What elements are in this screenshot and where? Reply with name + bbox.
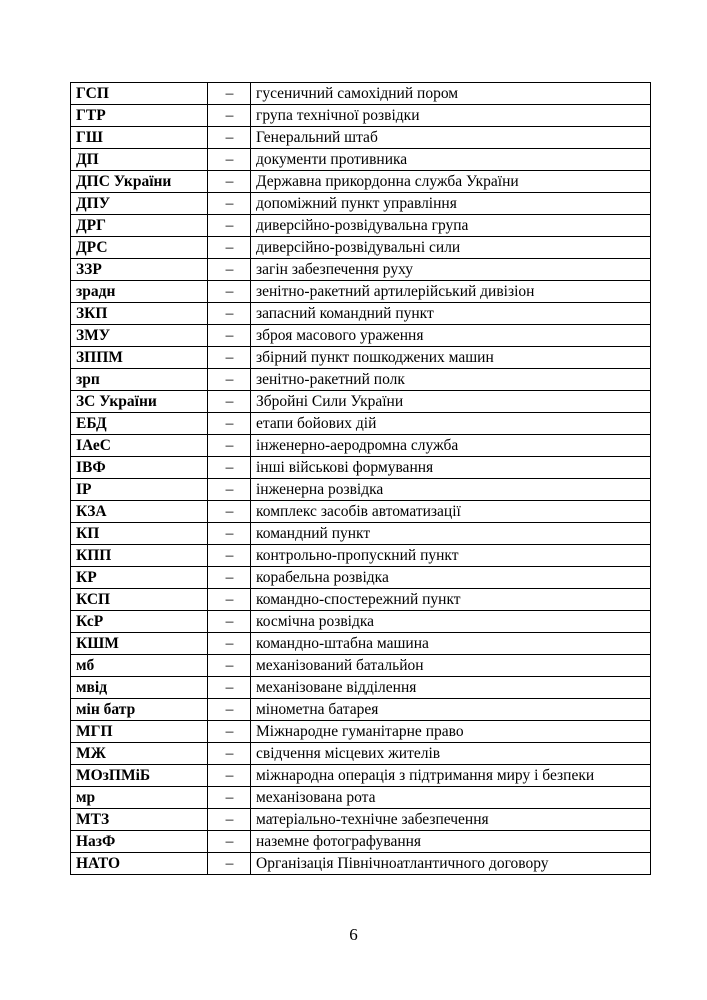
- dash-cell: –: [208, 237, 251, 259]
- definition-cell: свідчення місцевих жителів: [251, 743, 651, 765]
- table-row: [71, 127, 651, 149]
- definition-cell: механізоване відділення: [251, 677, 651, 699]
- table-row: [71, 699, 651, 721]
- abbreviation-cell: ДПС України: [71, 171, 208, 193]
- definition-cell: Збройні Сили України: [251, 391, 651, 413]
- definition-cell: гусеничний самохідний пором: [251, 83, 651, 105]
- definition-cell: контрольно-пропускний пункт: [251, 545, 651, 567]
- dash-cell: –: [208, 677, 251, 699]
- table-row: [71, 105, 651, 127]
- table-row: [71, 853, 651, 875]
- dash-cell: –: [208, 501, 251, 523]
- dash-cell: –: [208, 611, 251, 633]
- abbreviation-cell: ДРГ: [71, 215, 208, 237]
- dash-cell: –: [208, 743, 251, 765]
- abbreviation-cell: мр: [71, 787, 208, 809]
- dash-cell: –: [208, 259, 251, 281]
- definition-cell: міжнародна операція з підтримання миру і безпеки: [251, 765, 651, 787]
- abbreviation-cell: ІР: [71, 479, 208, 501]
- definition-cell: інженерна розвідка: [251, 479, 651, 501]
- abbreviation-cell: ІВФ: [71, 457, 208, 479]
- table-row: [71, 479, 651, 501]
- definition-cell: матеріально-технічне забезпечення: [251, 809, 651, 831]
- definition-cell: командно-штабна машина: [251, 633, 651, 655]
- definition-cell: космічна розвідка: [251, 611, 651, 633]
- abbreviations-table: [70, 82, 651, 875]
- abbreviation-cell: ГШ: [71, 127, 208, 149]
- dash-cell: –: [208, 193, 251, 215]
- abbreviation-cell: зрадн: [71, 281, 208, 303]
- dash-cell: –: [208, 105, 251, 127]
- table-row: [71, 677, 651, 699]
- abbreviation-cell: ДПУ: [71, 193, 208, 215]
- abbreviation-cell: ІАеС: [71, 435, 208, 457]
- table-row: [71, 809, 651, 831]
- definition-cell: зенітно-ракетний артилерійський дивізіон: [251, 281, 651, 303]
- table-row: [71, 435, 651, 457]
- definition-cell: Організація Північноатлантичного договору: [251, 853, 651, 875]
- dash-cell: –: [208, 83, 251, 105]
- abbreviation-cell: ГСП: [71, 83, 208, 105]
- table-row: [71, 215, 651, 237]
- abbreviation-cell: КЗА: [71, 501, 208, 523]
- table-row: [71, 765, 651, 787]
- dash-cell: –: [208, 699, 251, 721]
- definition-cell: командний пункт: [251, 523, 651, 545]
- abbreviation-cell: КШМ: [71, 633, 208, 655]
- dash-cell: –: [208, 831, 251, 853]
- dash-cell: –: [208, 633, 251, 655]
- dash-cell: –: [208, 413, 251, 435]
- definition-cell: інженерно-аеродромна служба: [251, 435, 651, 457]
- abbreviation-cell: КПП: [71, 545, 208, 567]
- definition-cell: інші військові формування: [251, 457, 651, 479]
- dash-cell: –: [208, 567, 251, 589]
- abbreviation-cell: зрп: [71, 369, 208, 391]
- table-row: [71, 347, 651, 369]
- definition-cell: допоміжний пункт управління: [251, 193, 651, 215]
- definition-cell: диверсійно-розвідувальна група: [251, 215, 651, 237]
- definition-cell: корабельна розвідка: [251, 567, 651, 589]
- dash-cell: –: [208, 149, 251, 171]
- table-row: [71, 523, 651, 545]
- dash-cell: –: [208, 655, 251, 677]
- definition-cell: механізована рота: [251, 787, 651, 809]
- definition-cell: мінометна батарея: [251, 699, 651, 721]
- abbreviation-cell: МТЗ: [71, 809, 208, 831]
- table-row: [71, 501, 651, 523]
- dash-cell: –: [208, 391, 251, 413]
- abbreviation-cell: МОзПМіБ: [71, 765, 208, 787]
- table-row: [71, 721, 651, 743]
- abbreviation-cell: ЗЗР: [71, 259, 208, 281]
- table-row: [71, 655, 651, 677]
- table-row: [71, 83, 651, 105]
- abbreviation-cell: ДП: [71, 149, 208, 171]
- table-row: [71, 545, 651, 567]
- table-row: [71, 171, 651, 193]
- definition-cell: командно-спостережний пункт: [251, 589, 651, 611]
- abbreviation-cell: НазФ: [71, 831, 208, 853]
- table-row: [71, 787, 651, 809]
- definition-cell: зброя масового ураження: [251, 325, 651, 347]
- table-row: [71, 457, 651, 479]
- dash-cell: –: [208, 479, 251, 501]
- definition-cell: зенітно-ракетний полк: [251, 369, 651, 391]
- table-row: [71, 193, 651, 215]
- table-row: [71, 303, 651, 325]
- dash-cell: –: [208, 457, 251, 479]
- abbreviation-cell: ЗКП: [71, 303, 208, 325]
- definition-cell: група технічної розвідки: [251, 105, 651, 127]
- table-row: [71, 567, 651, 589]
- abbreviation-cell: МГП: [71, 721, 208, 743]
- abbreviation-cell: ГТР: [71, 105, 208, 127]
- table-row: [71, 369, 651, 391]
- definition-cell: Генеральний штаб: [251, 127, 651, 149]
- abbreviation-cell: МЖ: [71, 743, 208, 765]
- abbreviation-cell: КсР: [71, 611, 208, 633]
- table-row: [71, 281, 651, 303]
- abbreviation-cell: НАТО: [71, 853, 208, 875]
- abbreviation-cell: КР: [71, 567, 208, 589]
- table-row: [71, 413, 651, 435]
- dash-cell: –: [208, 171, 251, 193]
- table-row: [71, 149, 651, 171]
- table-row: [71, 237, 651, 259]
- abbreviation-cell: ДРС: [71, 237, 208, 259]
- dash-cell: –: [208, 303, 251, 325]
- definition-cell: диверсійно-розвідувальні сили: [251, 237, 651, 259]
- abbreviation-cell: ЗМУ: [71, 325, 208, 347]
- table-row: [71, 589, 651, 611]
- definition-cell: наземне фотографування: [251, 831, 651, 853]
- definition-cell: етапи бойових дій: [251, 413, 651, 435]
- dash-cell: –: [208, 127, 251, 149]
- definition-cell: Державна прикордонна служба України: [251, 171, 651, 193]
- dash-cell: –: [208, 347, 251, 369]
- abbreviation-cell: мін батр: [71, 699, 208, 721]
- dash-cell: –: [208, 809, 251, 831]
- abbreviations-table-body: [71, 83, 651, 875]
- definition-cell: запасний командний пункт: [251, 303, 651, 325]
- table-row: [71, 325, 651, 347]
- dash-cell: –: [208, 435, 251, 457]
- definition-cell: збірний пункт пошкоджених машин: [251, 347, 651, 369]
- dash-cell: –: [208, 325, 251, 347]
- table-row: [71, 259, 651, 281]
- dash-cell: –: [208, 281, 251, 303]
- table-row: [71, 633, 651, 655]
- dash-cell: –: [208, 369, 251, 391]
- table-row: [71, 391, 651, 413]
- dash-cell: –: [208, 787, 251, 809]
- dash-cell: –: [208, 545, 251, 567]
- table-row: [71, 743, 651, 765]
- abbreviation-cell: ЕБД: [71, 413, 208, 435]
- dash-cell: –: [208, 523, 251, 545]
- abbreviation-cell: КСП: [71, 589, 208, 611]
- definition-cell: механізований батальйон: [251, 655, 651, 677]
- dash-cell: –: [208, 853, 251, 875]
- abbreviation-cell: КП: [71, 523, 208, 545]
- abbreviation-cell: мб: [71, 655, 208, 677]
- definition-cell: Міжнародне гуманітарне право: [251, 721, 651, 743]
- table-row: [71, 611, 651, 633]
- dash-cell: –: [208, 765, 251, 787]
- definition-cell: загін забезпечення руху: [251, 259, 651, 281]
- dash-cell: –: [208, 215, 251, 237]
- definition-cell: комплекс засобів автоматизації: [251, 501, 651, 523]
- definition-cell: документи противника: [251, 149, 651, 171]
- dash-cell: –: [208, 721, 251, 743]
- page-number: 6: [349, 925, 358, 944]
- abbreviation-cell: ЗППМ: [71, 347, 208, 369]
- abbreviation-cell: ЗС України: [71, 391, 208, 413]
- abbreviation-cell: мвід: [71, 677, 208, 699]
- dash-cell: –: [208, 589, 251, 611]
- table-row: [71, 831, 651, 853]
